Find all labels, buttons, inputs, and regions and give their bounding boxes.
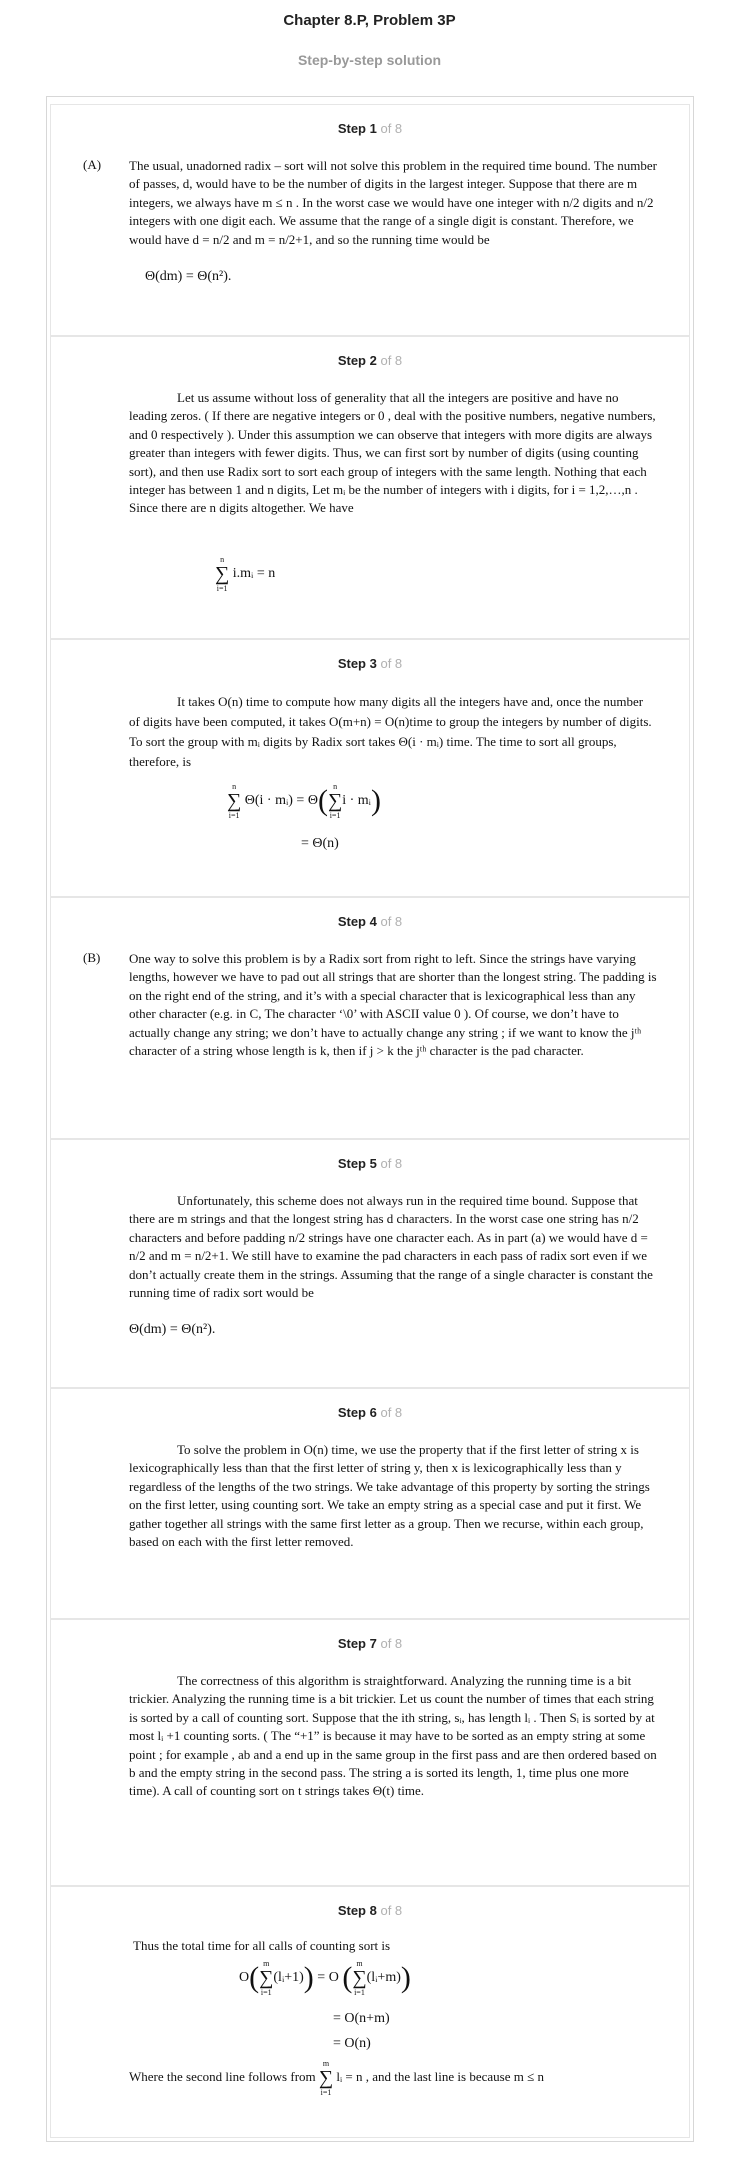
step-3-math-2: = Θ(n): [301, 836, 339, 851]
sum-icon: n ∑ i=1: [215, 555, 230, 593]
sum-icon: n ∑ i=1: [227, 782, 242, 820]
step-2-heading: Step 2 of 8: [337, 353, 403, 368]
step-6-heading: Step 6 of 8: [337, 1405, 403, 1420]
step-8-heading: Step 8 of 8: [337, 1903, 403, 1918]
step-8-math-3: = O(n): [333, 2036, 371, 2051]
part-a-label: (A): [83, 157, 102, 172]
step-3-math-1: n ∑ i=1 Θ(i · mᵢ) = Θ( n ∑ i=1 i · mᵢ): [227, 782, 381, 820]
step-5-heading: Step 5 of 8: [337, 1156, 403, 1171]
step-8-math-1: O( m ∑ i=1 (lᵢ+1)) = O ( m ∑ i=1 (lᵢ+m)): [239, 1959, 411, 1997]
step-1-heading: Step 1 of 8: [337, 121, 403, 136]
step-4-heading: Step 4 of 8: [337, 914, 403, 929]
part-b-label: (B): [83, 950, 101, 965]
step-3-heading: Step 3 of 8: [337, 656, 403, 671]
step-5: [50, 1139, 690, 1388]
step-5-text: Unfortunately, this scheme does not always run in the required time bound. Suppose that there are m strings and that the longest string has d characters. In the worst case one string has n/2 characters and before padding n/2 strings have one character each. As in part (a) we would have d = n/2 and m = n/2+1. We still have to examine the pad characters in each pass of radix sort even if we don’t actually create them in the strings. Assuming that the range of a single character is constant the running time of radix sort would be: [129, 1193, 653, 1301]
step-3-text: It takes O(n) time to compute how many digits all the integers have and, once the number of digits have been computed, it takes O(m+n) = O(n)time to group the integers by number of digits. To sort the group with mᵢ digits by Radix sort takes Θ(i · mᵢ) time. The time to sort all groups, therefore, is: [129, 694, 652, 769]
step-8-where: Where the second line follows from m ∑ i=1 lᵢ = n , and the last line is because m ≤ n: [129, 2059, 544, 2097]
page-subtitle: Step-by-step solution: [297, 52, 442, 68]
step-4-text: One way to solve this problem is by a Radix sort from right to left. Since the strings have varying lengths, however we have to pad out all strings that are shorter than the longest string. The padding is on the right end of the string, and it’s with a special character that is lexicographical less than any other character (e.g. in C, The character ‘\0’ with ASCII value 0 ). Of course, we don’t have to actually change any string; we don’t have to actually change any string ; if we want to know the jᵗʰ character of a string whose length is k, then if j > k the jᵗʰ character is the pad character.: [129, 951, 657, 1059]
step-2-text: Let us assume without loss of generality that all the integers are positive and have no leading zeros. ( If there are negative integers or 0 , deal with the positive numbers, negative numbers, and 0 respectively ). Under this assumption we can observe that integers with more digits are always greater than integers with fewer digits. Thus, we can first sort by number of digits (using counting sort), and then use Radix sort to sort each group of integers with the same length. Nothing that each integer has between 1 and n digits, Let mᵢ be the number of integers with i digits, for i = 1,2,…,n . Since there are n digits altogether. We have: [129, 390, 656, 516]
step-5-math: Θ(dm) = Θ(n²).: [129, 1322, 216, 1337]
step-7-text: The correctness of this algorithm is straightforward. Analyzing the running time is a bit trickier. Analyzing the running time is a bit trickier. Let us count the number of times that each string is sorted by a call of counting sort. Suppose that the ith string, sᵢ, has length lᵢ . Then Sᵢ is sorted by at most lᵢ +1 counting sorts. ( The “+1” is because it may have to be sorted as an empty string at some point ; for example , ab and a end up in the same group in the first pass and are then ordered based on b and the empty string in the second pass. The string a is sorted its length, 1, time plus one more time). A call of counting sort on t strings takes Θ(t) time.: [129, 1673, 657, 1799]
step-1: [50, 104, 690, 336]
step-8-math-2: = O(n+m): [333, 2011, 390, 2026]
step-7-heading: Step 7 of 8: [337, 1636, 403, 1651]
step-8: [50, 1886, 690, 2138]
step-7: [50, 1619, 690, 1886]
step-1-text: The usual, unadorned radix – sort will not solve this problem in the required time bound. The number of passes, d, would have to be the number of digits in the largest integer. Suppose that there are m integers, we always have m ≤ n . In the worst case we would have one integer with n/2 digits and n/2 integers with one digit each. We assume that the range of a single digit is constant. Therefore, we would have d = n/2 and m = n/2+1, and so the running time would be: [129, 158, 657, 247]
page-title: Chapter 8.P, Problem 3P: [283, 12, 456, 29]
sum-icon: m ∑ i=1: [352, 1959, 367, 1997]
step-2-math: n ∑ i=1 i.mᵢ = n: [215, 555, 276, 593]
sum-icon: m ∑ i=1: [259, 1959, 274, 1997]
step-2: [50, 336, 690, 639]
step-4: [50, 897, 690, 1139]
step-6: [50, 1388, 690, 1619]
step-8-text: Thus the total time for all calls of counting sort is: [133, 1938, 391, 1953]
sum-icon: n ∑ i=1: [327, 782, 343, 820]
step-1-math: Θ(dm) = Θ(n²).: [145, 269, 232, 284]
step-3: [50, 639, 690, 897]
step-6-text: To solve the problem in O(n) time, we use the property that if the first letter of string x is lexicographically less than that the first letter of string y, then x is lexicographically less than y regardless of the lengths of the two strings. We take advantage of this property by sorting the strings on the first letter, using counting sort. We take an empty string as a special case and put it first. We gather together all strings with the same first letter as a group. Then we recurse, within each group, based on each with the first letter removed.: [129, 1442, 650, 1550]
sum-icon: m ∑ i=1: [318, 2059, 334, 2097]
